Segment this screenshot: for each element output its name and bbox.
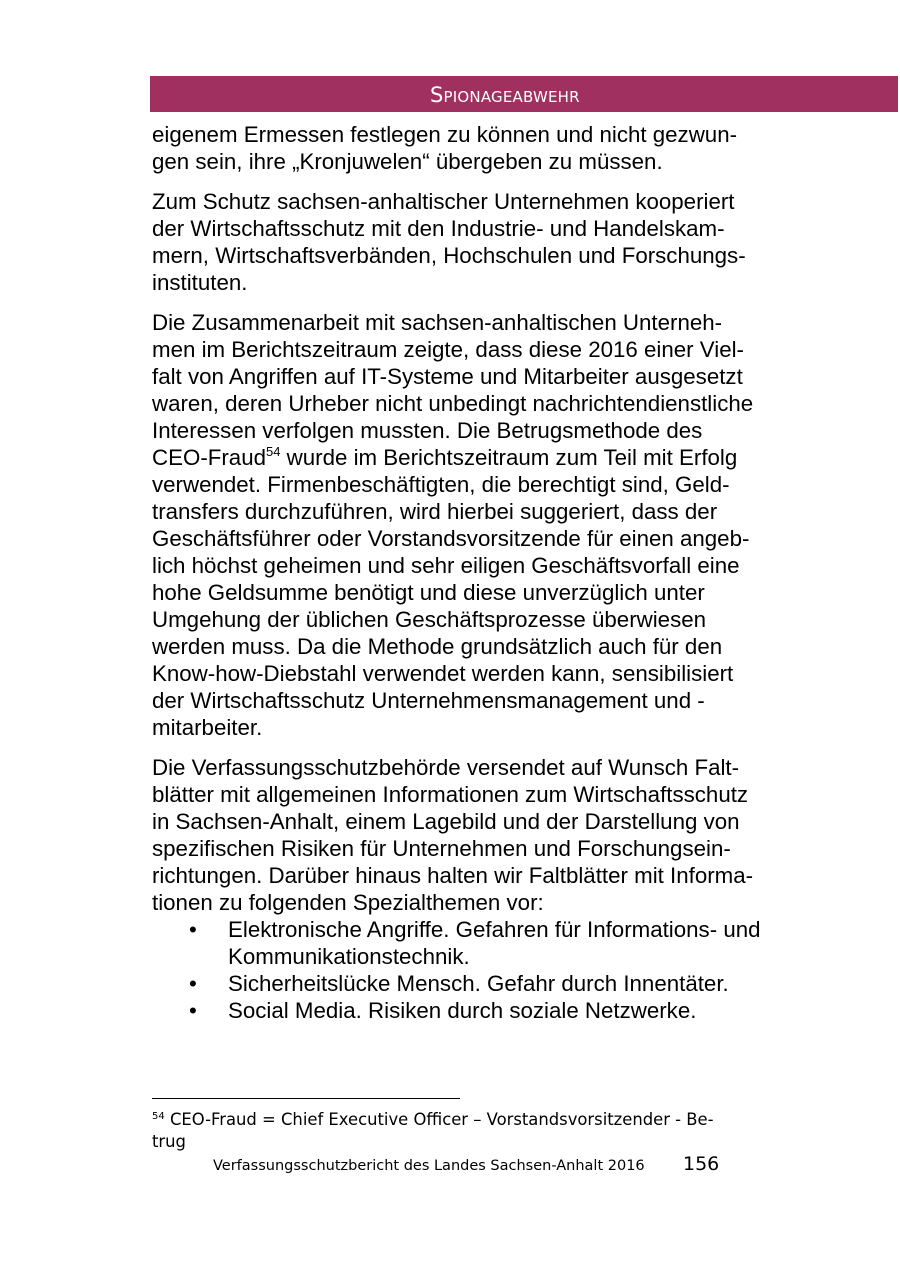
footnote-number: 54 (152, 1111, 165, 1122)
paragraph-3-part-1: Die Zusammenarbeit mit sachsen-anhaltischen Unterneh- men im Berichtszeitraum zeigte, dass diese 2016 einer Viel- falt von Angriffen auf IT-Systeme und Mitarbeiter ausgesetzt waren, deren Urheber nicht unbedingt nachrichtendienstliche Interessen verfolgen mussten. Die Betrugsmethode des CEO-Fraud (152, 310, 754, 470)
paragraph-4: Die Verfassungsschutzbehörde versendet auf Wunsch Falt- blätter mit allgemeinen Informationen zum Wirtschaftsschutz in Sachsen-Anhalt, einem Lagebild und der Darstellung von spezifischen Risiken für Unternehmen und Forschungsein- richtungen. Darüber hinaus halten wir Faltblätter mit Informa- tionen zu folgenden Spezialthemen vor: (152, 755, 754, 915)
page-number: 156 (683, 1153, 720, 1175)
paragraph-1: eigenem Ermessen festlegen zu können und nicht gezwun- gen sein, ihre „Kronjuwelen“ übergeben zu müssen. (152, 122, 738, 174)
bullet-icon: • (189, 971, 197, 996)
paragraph-3 (152, 309, 802, 741)
paragraph-3-part-2: wurde im Berichtszeitraum zum Teil mit Erfolg verwendet. Firmenbeschäftigten, die berechtigt sind, Geld- transfers durchzuführen, wird hierbei suggeriert, dass der Geschäftsführer oder Vorstandsvorsitzende für einen angeb- lich höchst geheimen und sehr eiligen Geschäftsvorfall eine hohe Geldsumme benötigt und diese unverzüglich unter Umgehung der üblichen Geschäftsprozesse überwiesen werden muss. Da die Methode grundsätzlich auch für den Know-how-Diebstahl verwendet werden kann, sensibilisiert der Wirtschaftsschutz Unternehmensmanagement und - mitarbeiter. (152, 445, 750, 740)
footnote (152, 1109, 772, 1153)
bullet-icon: • (189, 917, 197, 942)
footnote-text: CEO-Fraud = Chief Executive Officer – Vorstandsvorsitzender - Be- trug (152, 1110, 714, 1151)
list-item (152, 970, 802, 997)
main-content (152, 121, 802, 1024)
paragraph-2: Zum Schutz sachsen-anhaltischer Unternehmen kooperiert der Wirtschaftsschutz mit den Industrie- und Handelskam- mern, Wirtschaftsverbänden, Hochschulen und Forschungs- instituten. (152, 189, 746, 295)
list-item (152, 916, 802, 970)
list-item-text: Social Media. Risiken durch soziale Netzwerke. (228, 998, 697, 1023)
bullet-icon: • (189, 998, 197, 1023)
topic-list (152, 916, 802, 1024)
footnote-reference[interactable]: 54 (266, 444, 281, 459)
footer-title: Verfassungsschutzbericht des Landes Sachsen-Anhalt 2016 (213, 1158, 645, 1174)
section-title: Spionageabwehr (430, 83, 580, 107)
list-item-text: Sicherheitslücke Mensch. Gefahr durch Innentäter. (228, 971, 729, 996)
list-item (152, 997, 802, 1024)
list-item-text: Elektronische Angriffe. Gefahren für Informations- und Kommunikationstechnik. (228, 917, 761, 969)
footnote-divider (152, 1098, 460, 1099)
